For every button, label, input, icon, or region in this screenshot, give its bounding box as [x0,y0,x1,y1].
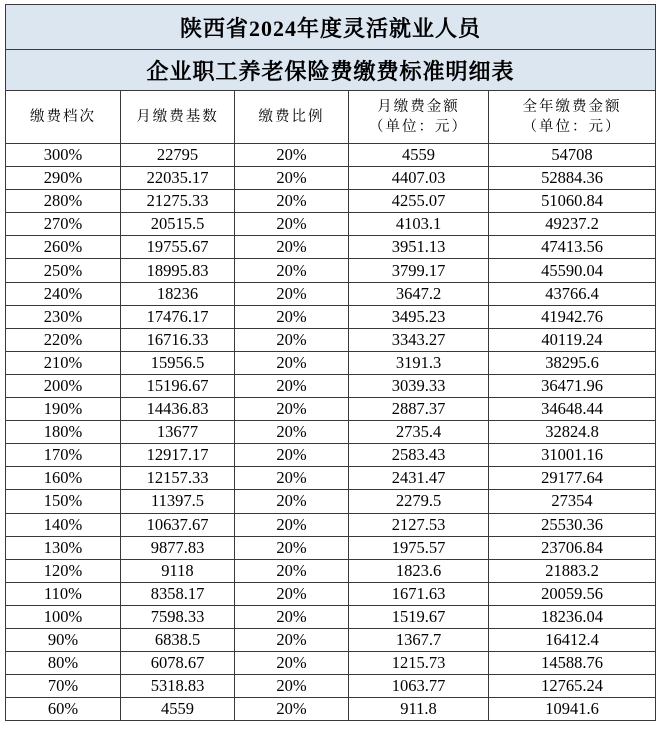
header-rate: 缴费比例 [235,91,349,144]
cell-monthly: 911.8 [349,698,489,721]
cell-annual: 25530.36 [489,513,656,536]
cell-rate: 20% [235,374,349,397]
cell-rate: 20% [235,652,349,675]
table-row [6,467,656,490]
cell-monthly: 1823.6 [349,559,489,582]
cell-monthly: 4103.1 [349,213,489,236]
cell-base: 21275.33 [121,190,235,213]
cell-annual: 31001.16 [489,444,656,467]
cell-rate: 20% [235,628,349,651]
cell-monthly: 2279.5 [349,490,489,513]
cell-level: 130% [6,536,121,559]
cell-base: 22795 [121,144,235,167]
cell-monthly: 1215.73 [349,652,489,675]
table-row [6,328,656,351]
cell-rate: 20% [235,421,349,444]
cell-annual: 18236.04 [489,605,656,628]
cell-base: 18995.83 [121,259,235,282]
cell-level: 280% [6,190,121,213]
cell-rate: 20% [235,675,349,698]
cell-level: 100% [6,605,121,628]
cell-base: 11397.5 [121,490,235,513]
cell-level: 90% [6,628,121,651]
cell-annual: 38295.6 [489,351,656,374]
cell-annual: 41942.76 [489,305,656,328]
table-row [6,190,656,213]
cell-base: 8358.17 [121,582,235,605]
cell-level: 220% [6,328,121,351]
cell-rate: 20% [235,467,349,490]
title-row-1 [6,5,656,50]
cell-base: 19755.67 [121,236,235,259]
header-monthly-label: 月缴费金额 [377,99,460,115]
cell-level: 70% [6,675,121,698]
table-row [6,559,656,582]
cell-rate: 20% [235,190,349,213]
cell-level: 260% [6,236,121,259]
table-title-line-2: 企业职工养老保险费缴费标准明细表 [6,50,656,91]
cell-base: 17476.17 [121,305,235,328]
cell-rate: 20% [235,328,349,351]
cell-annual: 45590.04 [489,259,656,282]
cell-annual: 51060.84 [489,190,656,213]
cell-monthly: 3951.13 [349,236,489,259]
cell-base: 4559 [121,698,235,721]
cell-base: 9118 [121,559,235,582]
table-row [6,282,656,305]
cell-annual: 20059.56 [489,582,656,605]
cell-level: 60% [6,698,121,721]
cell-rate: 20% [235,559,349,582]
cell-annual: 32824.8 [489,421,656,444]
table-row [6,259,656,282]
cell-base: 13677 [121,421,235,444]
cell-level: 270% [6,213,121,236]
cell-monthly: 1519.67 [349,605,489,628]
cell-level: 110% [6,582,121,605]
cell-base: 12917.17 [121,444,235,467]
table-row [6,305,656,328]
cell-monthly: 3799.17 [349,259,489,282]
cell-monthly: 2583.43 [349,444,489,467]
cell-level: 300% [6,144,121,167]
cell-monthly: 4559 [349,144,489,167]
cell-level: 190% [6,398,121,421]
cell-annual: 21883.2 [489,559,656,582]
cell-rate: 20% [235,698,349,721]
cell-rate: 20% [235,605,349,628]
cell-annual: 54708 [489,144,656,167]
table-row [6,628,656,651]
cell-annual: 12765.24 [489,675,656,698]
cell-base: 12157.33 [121,467,235,490]
cell-rate: 20% [235,582,349,605]
cell-monthly: 3647.2 [349,282,489,305]
table-row [6,675,656,698]
header-annual-unit: （单位：元） [522,119,622,135]
cell-base: 6078.67 [121,652,235,675]
cell-monthly: 4407.03 [349,167,489,190]
table-row [6,605,656,628]
cell-annual: 49237.2 [489,213,656,236]
cell-monthly: 1671.63 [349,582,489,605]
cell-monthly: 2431.47 [349,467,489,490]
header-monthly [349,91,489,144]
cell-level: 150% [6,490,121,513]
cell-level: 230% [6,305,121,328]
cell-annual: 34648.44 [489,398,656,421]
cell-base: 10637.67 [121,513,235,536]
cell-annual: 10941.6 [489,698,656,721]
cell-rate: 20% [235,351,349,374]
table-title-line-1: 陕西省2024年度灵活就业人员 [6,5,656,50]
header-annual-label: 全年缴费金额 [522,99,622,115]
cell-rate: 20% [235,398,349,421]
cell-annual: 36471.96 [489,374,656,397]
header-base: 月缴费基数 [121,91,235,144]
cell-annual: 40119.24 [489,328,656,351]
table-row [6,236,656,259]
cell-level: 200% [6,374,121,397]
title-row-2 [6,50,656,91]
cell-level: 170% [6,444,121,467]
cell-annual: 14588.76 [489,652,656,675]
table-row [6,374,656,397]
table-row [6,698,656,721]
cell-annual: 16412.4 [489,628,656,651]
cell-monthly: 2887.37 [349,398,489,421]
cell-base: 14436.83 [121,398,235,421]
cell-rate: 20% [235,282,349,305]
cell-monthly: 1063.77 [349,675,489,698]
cell-monthly: 2127.53 [349,513,489,536]
cell-base: 5318.83 [121,675,235,698]
cell-base: 7598.33 [121,605,235,628]
cell-rate: 20% [235,513,349,536]
cell-rate: 20% [235,305,349,328]
cell-base: 15956.5 [121,351,235,374]
cell-rate: 20% [235,259,349,282]
cell-base: 16716.33 [121,328,235,351]
cell-monthly: 3191.3 [349,351,489,374]
table-row [6,144,656,167]
cell-level: 80% [6,652,121,675]
cell-level: 290% [6,167,121,190]
table-row [6,351,656,374]
cell-annual: 27354 [489,490,656,513]
cell-rate: 20% [235,144,349,167]
column-header-row [6,91,656,144]
cell-level: 180% [6,421,121,444]
table-row [6,398,656,421]
cell-rate: 20% [235,167,349,190]
cell-level: 240% [6,282,121,305]
cell-rate: 20% [235,444,349,467]
cell-rate: 20% [235,236,349,259]
cell-annual: 47413.56 [489,236,656,259]
header-annual [489,91,656,144]
cell-monthly: 1975.57 [349,536,489,559]
cell-level: 140% [6,513,121,536]
cell-annual: 52884.36 [489,167,656,190]
cell-base: 15196.67 [121,374,235,397]
cell-rate: 20% [235,536,349,559]
header-level: 缴费档次 [6,91,121,144]
table-row [6,536,656,559]
contribution-standards-table [5,4,656,721]
table-row [6,444,656,467]
cell-rate: 20% [235,213,349,236]
cell-base: 20515.5 [121,213,235,236]
cell-annual: 23706.84 [489,536,656,559]
cell-monthly: 3495.23 [349,305,489,328]
table-row [6,652,656,675]
cell-level: 160% [6,467,121,490]
cell-rate: 20% [235,490,349,513]
cell-monthly: 3039.33 [349,374,489,397]
table-row [6,213,656,236]
table-row [6,513,656,536]
cell-annual: 43766.4 [489,282,656,305]
cell-base: 18236 [121,282,235,305]
header-monthly-unit: （单位：元） [369,119,468,135]
cell-monthly: 2735.4 [349,421,489,444]
table-row [6,167,656,190]
cell-monthly: 1367.7 [349,628,489,651]
cell-base: 22035.17 [121,167,235,190]
cell-annual: 29177.64 [489,467,656,490]
cell-base: 6838.5 [121,628,235,651]
cell-level: 210% [6,351,121,374]
cell-base: 9877.83 [121,536,235,559]
cell-level: 120% [6,559,121,582]
table-body [6,144,656,721]
cell-monthly: 4255.07 [349,190,489,213]
cell-monthly: 3343.27 [349,328,489,351]
table-row [6,490,656,513]
table-row [6,421,656,444]
cell-level: 250% [6,259,121,282]
table-row [6,582,656,605]
